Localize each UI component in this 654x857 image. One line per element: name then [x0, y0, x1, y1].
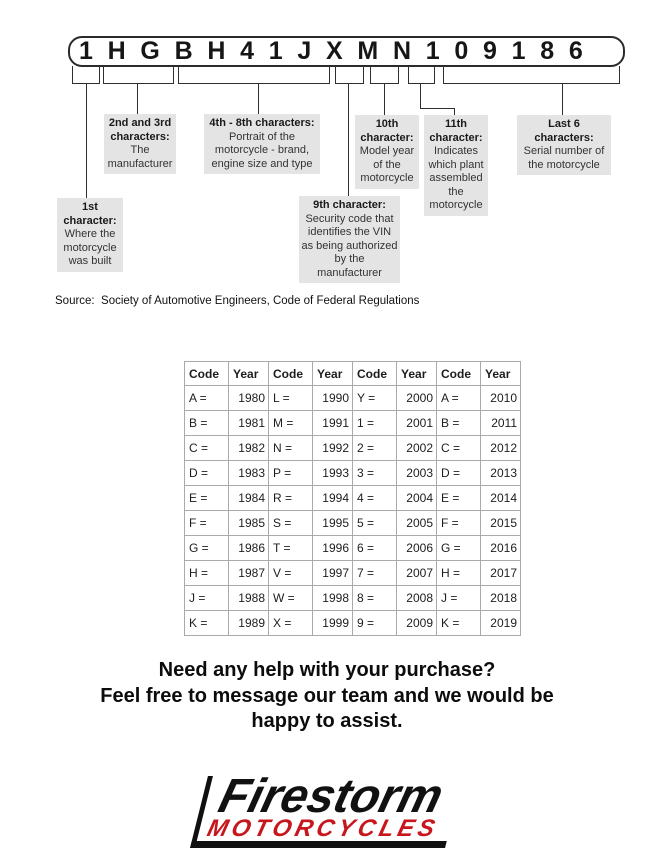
year-code-cell: L = — [269, 386, 313, 411]
source-attribution: Source: Society of Automotive Engineers, Code of Federal Regulations — [55, 295, 420, 307]
bracket-last-6-characters — [443, 66, 620, 84]
year-value-cell: 2009 — [397, 611, 437, 636]
connector-1st-character — [86, 83, 87, 198]
vin-character: 1 — [268, 37, 283, 65]
year-code-cell: A = — [437, 386, 481, 411]
year-value-cell: 2017 — [481, 561, 521, 586]
table-header-cell: Code — [269, 362, 313, 386]
year-value-cell: 1992 — [313, 436, 353, 461]
help-message — [0, 658, 654, 735]
year-code-cell: X = — [269, 611, 313, 636]
year-value-cell: 2002 — [397, 436, 437, 461]
table-body — [185, 386, 521, 636]
year-code-cell: F = — [437, 511, 481, 536]
year-value-cell: 1986 — [229, 536, 269, 561]
vin-character: G — [140, 37, 160, 65]
table-header-cell: Year — [313, 362, 353, 386]
year-code-cell: 5 = — [353, 511, 397, 536]
table-header-cell: Code — [437, 362, 481, 386]
year-code-cell: N = — [269, 436, 313, 461]
year-value-cell: 2008 — [397, 586, 437, 611]
connector-11th-character-segment — [420, 83, 421, 108]
year-code-cell: E = — [437, 486, 481, 511]
year-value-cell: 1980 — [229, 386, 269, 411]
label-box-2nd-3rd-characters — [104, 114, 176, 174]
year-value-cell: 1993 — [313, 461, 353, 486]
year-value-cell: 2004 — [397, 486, 437, 511]
year-code-cell: 4 = — [353, 486, 397, 511]
table-header-cell: Code — [185, 362, 229, 386]
table-row — [185, 536, 521, 561]
label-description: Portrait of the motorcycle - brand, engine size and type — [211, 130, 313, 170]
firestorm-logo — [0, 770, 654, 848]
vin-character: 1 — [511, 37, 526, 65]
help-line: Need any help with your purchase? — [158, 659, 496, 681]
year-value-cell: 2014 — [481, 486, 521, 511]
bracket-1st-character — [72, 66, 100, 84]
label-description: Security code that identifies the VIN as being authorized by the manufacturer — [301, 212, 398, 279]
year-code-cell: P = — [269, 461, 313, 486]
vin-character: H — [207, 37, 226, 65]
table-row — [185, 511, 521, 536]
table-header-cell: Year — [397, 362, 437, 386]
vin-character: 4 — [240, 37, 255, 65]
year-value-cell: 2011 — [481, 411, 521, 436]
label-title: 10th character: — [360, 118, 414, 144]
year-value-cell: 1985 — [229, 511, 269, 536]
logo-inner — [190, 770, 463, 848]
year-code-cell: 7 = — [353, 561, 397, 586]
year-code-cell: T = — [269, 536, 313, 561]
vin-character: H — [107, 37, 126, 65]
label-description: Where the motorcycle was built — [63, 228, 117, 267]
year-value-cell: 2016 — [481, 536, 521, 561]
label-description: Indicates which plant assembled the motorcycle — [428, 145, 484, 211]
table-row — [185, 561, 521, 586]
year-value-cell: 1984 — [229, 486, 269, 511]
vin-character: 0 — [454, 37, 469, 65]
label-box-4th-8th-characters — [204, 114, 320, 174]
year-code-cell: W = — [269, 586, 313, 611]
year-code-cell: J = — [437, 586, 481, 611]
table-row — [185, 486, 521, 511]
year-code-cell: B = — [185, 411, 229, 436]
year-code-cell: D = — [437, 461, 481, 486]
table-header-cell: Year — [229, 362, 269, 386]
year-value-cell: 1983 — [229, 461, 269, 486]
help-line: happy to assist. — [251, 710, 403, 732]
year-code-cell: V = — [269, 561, 313, 586]
vin-character: 9 — [483, 37, 497, 65]
vin-character: 6 — [568, 37, 583, 65]
year-code-cell: F = — [185, 511, 229, 536]
bracket-10th-character — [370, 66, 399, 84]
vin-character: B — [174, 37, 193, 65]
logo-brand-text: Firestorm — [214, 770, 449, 823]
bracket-2nd-3rd-characters — [103, 66, 174, 84]
help-line: Feel free to message our team and we would be — [100, 684, 554, 707]
year-code-cell: B = — [437, 411, 481, 436]
year-code-cell: S = — [269, 511, 313, 536]
vin-number-box — [68, 36, 625, 67]
year-value-cell: 2001 — [397, 411, 437, 436]
vin-character: 1 — [79, 37, 93, 65]
vin-character: J — [297, 37, 312, 65]
year-value-cell: 2007 — [397, 561, 437, 586]
label-title: 9th character: — [313, 199, 386, 211]
year-code-cell: 8 = — [353, 586, 397, 611]
table-header-cell: Year — [481, 362, 521, 386]
year-code-cell: 6 = — [353, 536, 397, 561]
year-code-cell: D = — [185, 461, 229, 486]
year-code-cell: J = — [185, 586, 229, 611]
label-box-9th-character — [299, 196, 400, 283]
year-code-cell: 3 = — [353, 461, 397, 486]
label-title: 2nd and 3rd characters: — [108, 117, 172, 143]
year-code-cell: 9 = — [353, 611, 397, 636]
year-value-cell: 2006 — [397, 536, 437, 561]
year-value-cell: 1998 — [313, 586, 353, 611]
year-value-cell: 2018 — [481, 586, 521, 611]
label-description: Model year of the motorcycle — [359, 145, 415, 184]
label-box-10th-character — [355, 115, 419, 189]
year-code-cell: Y = — [353, 386, 397, 411]
table-row — [185, 611, 521, 636]
logo-subtitle-text: MOTORCYCLES — [204, 815, 442, 842]
connector-last-6-characters — [562, 83, 563, 116]
year-code-cell: E = — [185, 486, 229, 511]
year-value-cell: 1987 — [229, 561, 269, 586]
year-value-cell: 2005 — [397, 511, 437, 536]
year-code-cell: G = — [185, 536, 229, 561]
table-row — [185, 461, 521, 486]
year-value-cell: 2010 — [481, 386, 521, 411]
year-value-cell: 1997 — [313, 561, 353, 586]
vin-character: 8 — [540, 37, 555, 65]
bracket-9th-character — [335, 66, 364, 84]
table-header — [185, 362, 521, 386]
year-code-cell: K = — [185, 611, 229, 636]
label-box-last-6-characters — [517, 115, 611, 175]
model-year-code-table — [184, 361, 521, 636]
year-value-cell: 2003 — [397, 461, 437, 486]
model-year-code-table-wrap — [184, 361, 521, 636]
bracket-11th-character — [408, 66, 435, 84]
year-value-cell: 1994 — [313, 486, 353, 511]
table-row — [185, 386, 521, 411]
label-description: Serial number of the motorcycle — [523, 145, 605, 171]
year-value-cell: 1995 — [313, 511, 353, 536]
year-value-cell: 2013 — [481, 461, 521, 486]
year-code-cell: H = — [437, 561, 481, 586]
year-value-cell: 1996 — [313, 536, 353, 561]
label-title: 1st character: — [63, 201, 117, 227]
bracket-4th-8th-characters — [178, 66, 330, 84]
year-code-cell: C = — [437, 436, 481, 461]
connector-11th-character-segment — [420, 108, 455, 109]
label-title: 4th - 8th characters: — [209, 117, 315, 129]
year-value-cell: 1991 — [313, 411, 353, 436]
year-value-cell: 1990 — [313, 386, 353, 411]
year-code-cell: 1 = — [353, 411, 397, 436]
year-value-cell: 2012 — [481, 436, 521, 461]
connector-10th-character — [384, 83, 385, 116]
year-code-cell: G = — [437, 536, 481, 561]
vin-character: N — [392, 37, 412, 65]
year-value-cell: 1982 — [229, 436, 269, 461]
table-row — [185, 411, 521, 436]
year-code-cell: A = — [185, 386, 229, 411]
label-box-1st-character — [57, 198, 123, 272]
table-header-cell: Code — [353, 362, 397, 386]
year-code-cell: 2 = — [353, 436, 397, 461]
year-value-cell: 1999 — [313, 611, 353, 636]
year-code-cell: H = — [185, 561, 229, 586]
vin-character: M — [357, 37, 379, 65]
label-title: Last 6 characters: — [534, 118, 594, 144]
year-value-cell: 1988 — [229, 586, 269, 611]
year-value-cell: 1981 — [229, 411, 269, 436]
vin-character: 1 — [425, 37, 440, 65]
connector-9th-character — [348, 83, 349, 196]
label-description: The manufacturer — [107, 144, 173, 170]
connector-4th-8th-characters — [258, 83, 259, 115]
vin-character: X — [326, 37, 343, 65]
year-code-cell: R = — [269, 486, 313, 511]
year-value-cell: 2015 — [481, 511, 521, 536]
label-box-11th-character — [424, 115, 488, 216]
year-code-cell: M = — [269, 411, 313, 436]
year-value-cell: 1989 — [229, 611, 269, 636]
table-row — [185, 586, 521, 611]
table-row — [185, 436, 521, 461]
connector-2nd-3rd-characters — [137, 83, 138, 115]
year-code-cell: C = — [185, 436, 229, 461]
label-title: 11th character: — [429, 118, 483, 144]
vin-characters — [70, 38, 623, 65]
year-code-cell: K = — [437, 611, 481, 636]
year-value-cell: 2019 — [481, 611, 521, 636]
year-value-cell: 2000 — [397, 386, 437, 411]
